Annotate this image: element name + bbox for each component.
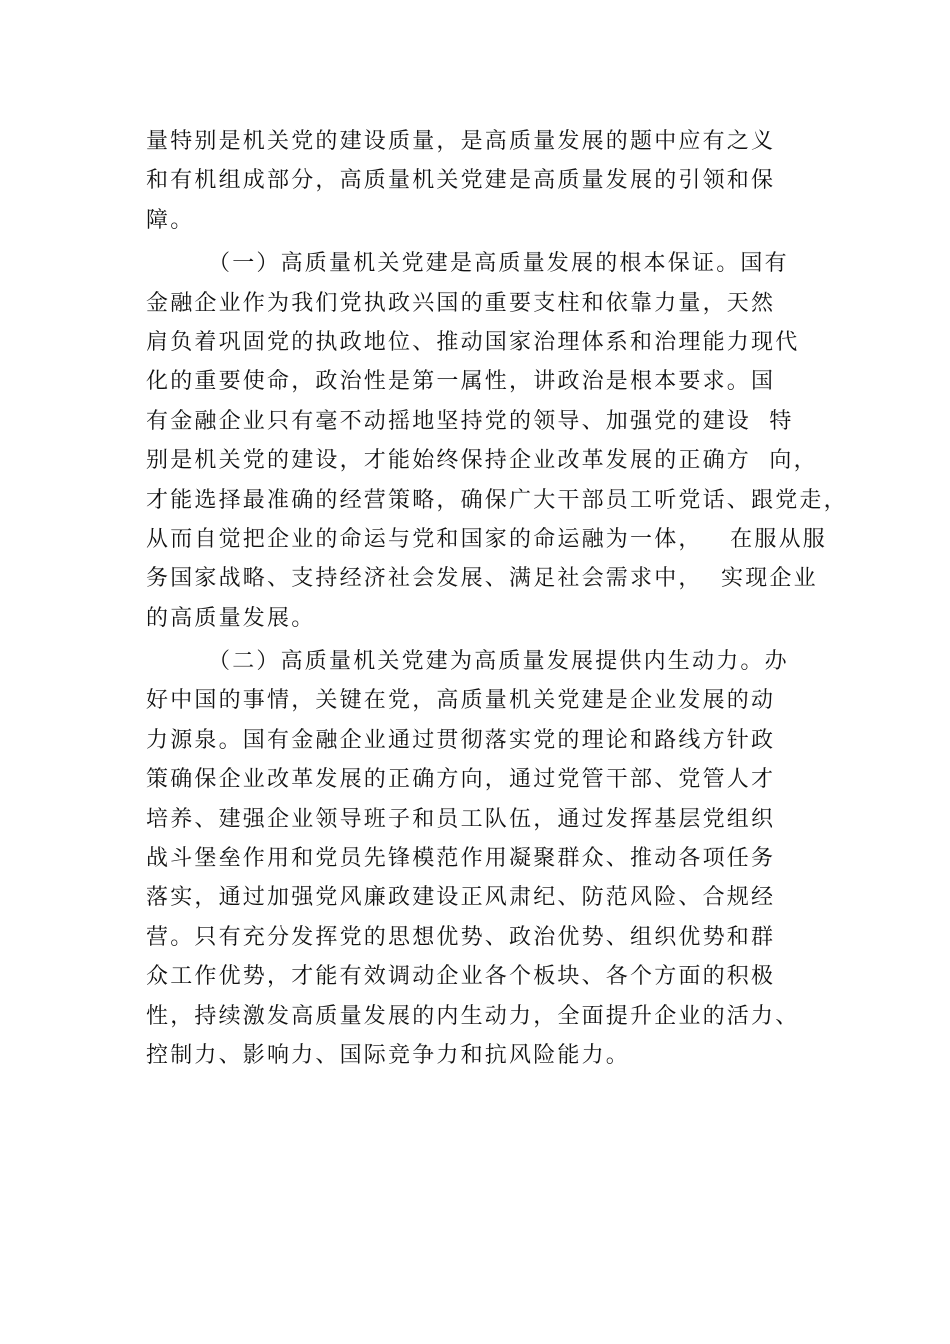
text-line: 性，持续激发高质量发展的内生动力，全面提升企业的活力、: [146, 1003, 800, 1029]
text-line: 量特别是机关党的建设质量，是高质量发展的题中应有之义: [146, 129, 776, 154]
text-line: 和有机组成部分，高质量机关党建是高质量发展的引领和保: [146, 168, 776, 194]
text-line: 好中国的事情，关键在党，高质量机关党建是企业发展的动: [146, 688, 776, 714]
text-line: 的高质量发展。: [146, 605, 316, 631]
text-line-first: （一）高质量机关党建是高质量发展的根本保证。国有: [208, 251, 789, 277]
text-line: 战斗堡垒作用和党员先锋模范作用凝聚群众、推动各项任务: [146, 846, 776, 872]
text-line: 金融企业作为我们党执政兴国的重要支柱和依靠力量，天然: [146, 290, 776, 316]
paragraph-continuation: [146, 122, 846, 240]
paragraph-1: [146, 244, 846, 638]
text-line: 障。: [146, 207, 195, 233]
text-line: 才能选择最准确的经营策略，确保广大干部员工听党话、跟党走，: [146, 487, 848, 513]
body-text: [146, 122, 846, 1075]
paragraph-2: [146, 642, 846, 1075]
text-line: 力源泉。国有金融企业通过贯彻落实党的理论和路线方针政: [146, 727, 776, 753]
text-line: 策确保企业改革发展的正确方向，通过党管干部、党管人才: [146, 767, 776, 793]
text-line: 众工作优势，才能有效调动企业各个板块、各个方面的积极: [146, 964, 776, 990]
text-line: 控制力、影响力、国际竞争力和抗风险能力。: [146, 1042, 631, 1068]
text-line: 落实，通过加强党风廉政建设正风肃纪、防范风险、合规经: [146, 885, 776, 911]
text-line: 培养、建强企业领导班子和员工队伍，通过发挥基层党组织: [146, 806, 776, 832]
text-line: 别是机关党的建设，才能始终保持企业改革发展的正确方 向，: [146, 448, 818, 474]
text-line: 营。只有充分发挥党的思想优势、政治优势、组织优势和群: [146, 924, 776, 950]
text-line: 肩负着巩固党的执政地位、推动国家治理体系和治理能力现代: [146, 329, 800, 355]
text-line: 从而自觉把企业的命运与党和国家的命运融为一体， 在服从服: [146, 526, 827, 552]
text-line: 务国家战略、支持经济社会发展、满足社会需求中， 实现企业: [146, 566, 818, 592]
text-line-first: （二）高质量机关党建为高质量发展提供内生动力。办: [208, 649, 789, 675]
text-line: 化的重要使命，政治性是第一属性，讲政治是根本要求。国: [146, 369, 776, 395]
text-line: 有金融企业只有毫不动摇地坚持党的领导、加强党的建设 特: [146, 408, 794, 434]
